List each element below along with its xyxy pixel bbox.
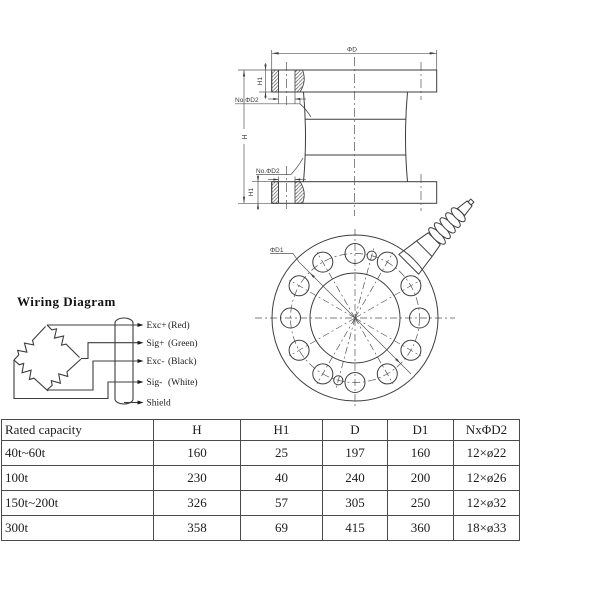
lead-wires [14,325,140,403]
cell-capacity: 300t [2,516,154,541]
table-row [2,441,520,466]
lead-color: (Black) [168,357,197,368]
body-left-edge [304,92,306,182]
col-header-capacity: Rated capacity [2,420,154,441]
cell-h1: 57 [241,491,323,516]
dim-phi-d-label: ΦD [347,46,357,54]
table-row [2,466,520,491]
col-header-h1: H1 [241,420,323,441]
dim-h1-top-label: H1 [257,76,264,86]
lead-color: (White) [168,378,198,389]
section-centerlines [287,57,422,216]
cell-d1: 360 [388,516,454,541]
dim-h1-bottom-label: H1 [248,187,255,197]
bolt-hole-section-bottom [272,158,305,203]
cell-d: 197 [323,441,388,466]
spec-table [1,419,520,541]
cell-d1: 160 [388,441,454,466]
cell-h: 358 [154,516,241,541]
dim-phi-d1-label: ΦD1 [270,246,284,254]
cell-capacity: 100t [2,466,154,491]
top-view [255,191,482,408]
cell-nxd2: 12×ø26 [454,466,520,491]
cell-h1: 25 [241,441,323,466]
cell-nxd2: 12×ø22 [454,441,520,466]
col-header-nxd2: NxΦD2 [454,420,520,441]
cell-nxd2: 12×ø32 [454,491,520,516]
lead-color: (Red) [168,321,190,332]
wiring-title: Wiring Diagram [17,294,116,309]
cell-h: 326 [154,491,241,516]
dim-h-label: H [242,134,249,140]
lead-name: Shield [146,398,171,409]
lead-name: Exc- [146,357,165,368]
lead-name: Sig+ [146,338,165,349]
section-view [235,47,437,217]
cell-h1: 69 [241,516,323,541]
col-header-d: D [323,420,388,441]
lead-labels [147,320,198,409]
table-row [2,491,520,516]
cell-d1: 200 [388,466,454,491]
col-header-d1: D1 [388,420,454,441]
bolt-note-top: No.ΦD2 [235,97,259,104]
table-header-row [2,420,520,441]
cell-h: 160 [154,441,241,466]
table-row [2,516,520,541]
col-header-h: H [154,420,241,441]
cell-h: 230 [154,466,241,491]
section-dimensions [235,50,437,210]
lead-color: (Green) [168,338,198,349]
cell-d: 415 [323,516,388,541]
cell-capacity: 40t~60t [2,441,154,466]
lead-arrows [138,323,144,405]
lead-name: Exc+ [146,321,167,332]
cell-d: 240 [323,466,388,491]
cell-h1: 40 [241,466,323,491]
cell-capacity: 150t~200t [2,491,154,516]
bolt-note-bottom: No.ΦD2 [256,167,280,175]
cell-d: 305 [323,491,388,516]
cell-nxd2: 18×ø33 [454,516,520,541]
cell-d1: 250 [388,491,454,516]
lead-name: Sig- [146,378,163,389]
wiring-diagram [11,294,197,409]
wheatstone-bridge [11,322,84,394]
body-right-edge [406,92,408,182]
